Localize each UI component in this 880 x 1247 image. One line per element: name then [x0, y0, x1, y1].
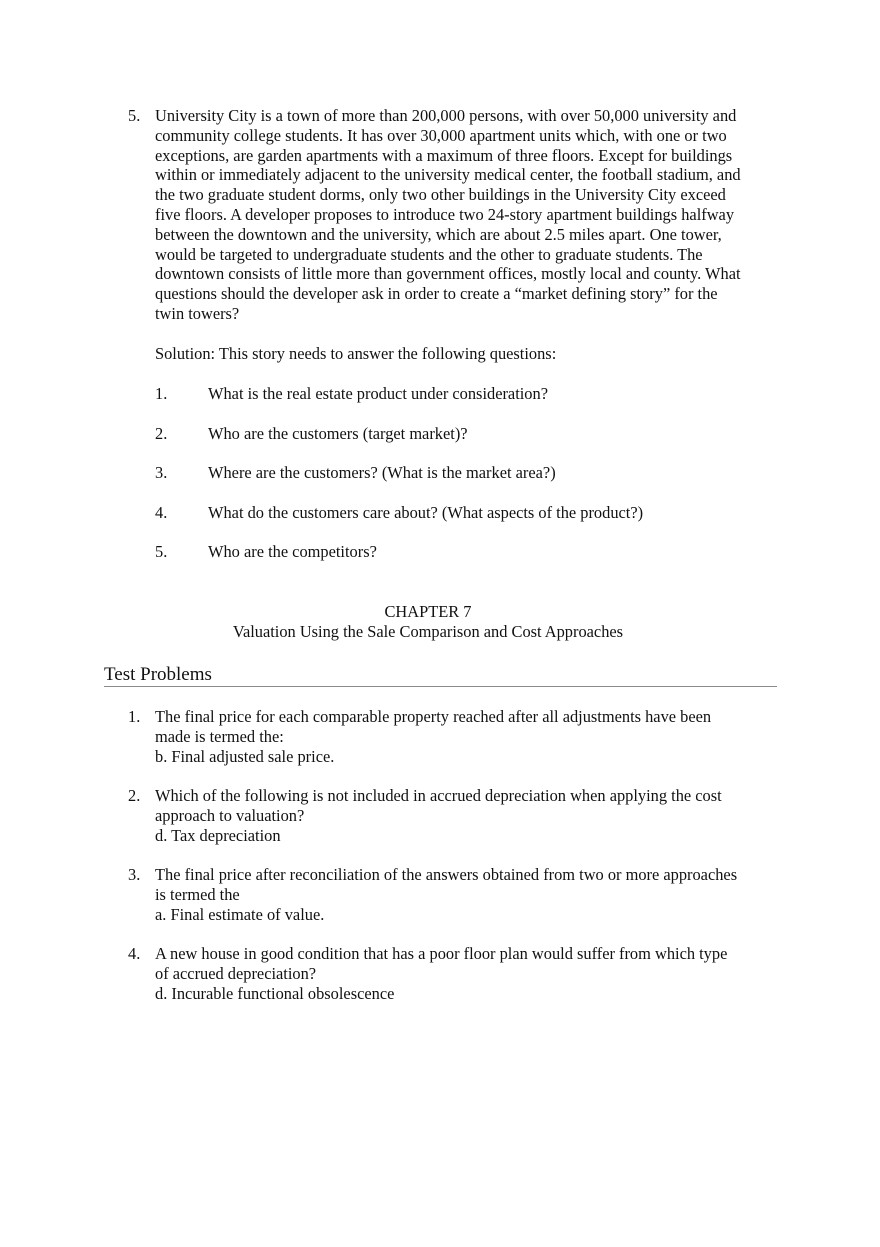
text-line: The final price after reconciliation of the answers obtained from two or more approaches [155, 865, 738, 884]
problem-5 [128, 106, 788, 324]
question-text: What is the real estate product under consideration? [208, 384, 548, 403]
solution-intro: Solution: This story needs to answer the following questions: [155, 344, 557, 363]
question-text: What do the customers care about? (What aspects of the product?) [208, 503, 644, 522]
question-number: 1. [155, 384, 168, 403]
problem-number: 2. [128, 786, 141, 805]
text-line: University City is a town of more than 200,000 persons, with over 50,000 university and [155, 106, 737, 125]
text-line: Which of the following is not included in accrued depreciation when applying the cost [155, 786, 722, 805]
answer-line: a. Final estimate of value. [155, 904, 325, 924]
question-number: 4. [155, 503, 168, 522]
question-number: 3. [155, 463, 168, 482]
question-text: Who are the customers (target market)? [208, 424, 468, 443]
text-line: community college students. It has over 30,000 apartment units which, with one or two [155, 125, 727, 145]
problem-number: 5. [128, 106, 141, 125]
text-line: made is termed the: [155, 726, 284, 746]
problem-number: 3. [128, 865, 141, 884]
text-line: approach to valuation? [155, 805, 305, 825]
answer-line: b. Final adjusted sale price. [155, 746, 335, 766]
text-line: the two graduate student dorms, only two other buildings in the University City exceed [155, 185, 726, 205]
text-line: A new house in good condition that has a poor floor plan would suffer from which type [155, 944, 728, 963]
text-line: would be targeted to undergraduate students and the other to graduate students. The [155, 244, 703, 264]
question-number: 2. [155, 424, 168, 443]
text-line: within or immediately adjacent to the university medical center, the football stadium, and [155, 165, 741, 185]
text-line: The final price for each comparable property reached after all adjustments have been [155, 707, 712, 726]
text-line: downtown consists of little more than government offices, mostly local and county. What [155, 264, 741, 284]
test-problem [128, 944, 788, 1003]
test-problem [128, 865, 788, 924]
test-problem [128, 786, 788, 845]
chapter-heading: CHAPTER 7 [384, 602, 472, 621]
question-number: 5. [155, 542, 168, 561]
chapter-subtitle: Valuation Using the Sale Comparison and Cost Approaches [232, 622, 624, 641]
text-line: of accrued depreciation? [155, 963, 317, 983]
text-line: between the downtown and the university, which are about 2.5 miles apart. One tower, [155, 224, 722, 244]
text-line: twin towers? [155, 303, 240, 323]
answer-line: d. Incurable functional obsolescence [155, 983, 395, 1003]
section-title: Test Problems [104, 664, 777, 687]
text-line: five floors. A developer proposes to introduce two 24-story apartment buildings halfway [155, 204, 735, 224]
answer-line: d. Tax depreciation [155, 825, 281, 845]
text-line: is termed the [155, 884, 240, 904]
problem-text [155, 106, 788, 324]
text-line: exceptions, are garden apartments with a maximum of three floors. Except for buildings [155, 145, 733, 165]
test-problem [128, 707, 788, 766]
text-line: questions should the developer ask in order to create a “market defining story” for the [155, 284, 718, 304]
question-text: Who are the competitors? [208, 542, 377, 561]
problem-number: 1. [128, 707, 141, 726]
question-text: Where are the customers? (What is the market area?) [208, 463, 556, 482]
problem-number: 4. [128, 944, 141, 963]
